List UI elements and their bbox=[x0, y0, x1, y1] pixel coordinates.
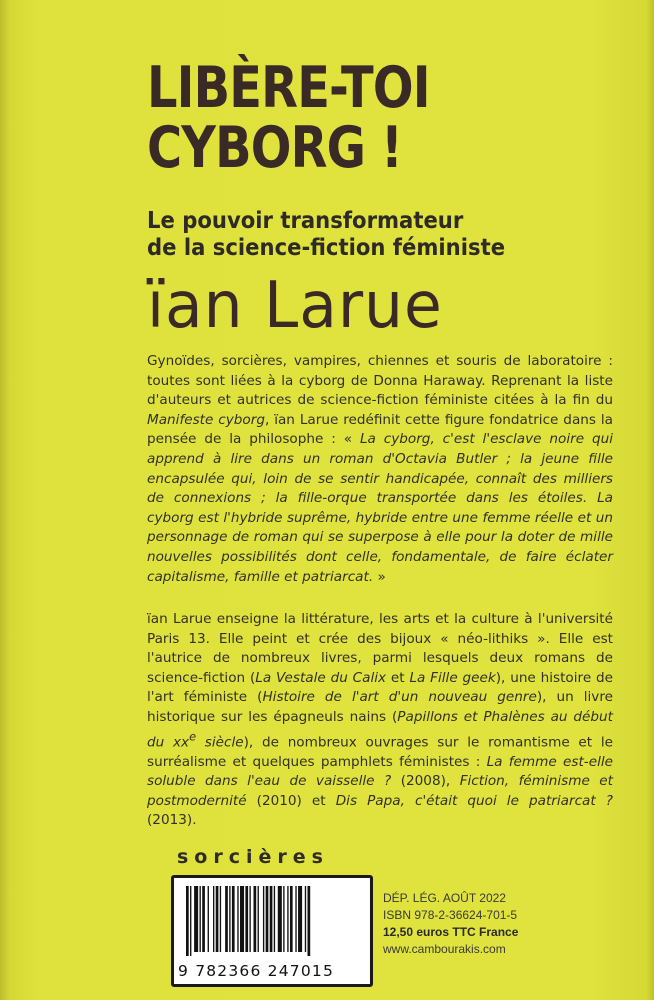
barcode-bar bbox=[216, 886, 219, 952]
subtitle-line-2: de la science-fiction féministe bbox=[147, 235, 506, 261]
title-line-2: CYBORG ! bbox=[147, 115, 402, 181]
bio-book-title: siècle bbox=[196, 734, 244, 751]
bio-text: (2008), bbox=[391, 773, 460, 790]
barcode-bar bbox=[287, 886, 288, 952]
blurb-text-1: Gynoïdes, sorcières, vampires, chiennes et souris de laboratoire : toutes sont liées à la cyborg de Donna Haraway. Reprenant la liste d'auteurs et autrices de science-fiction féministe citées à la fin du bbox=[147, 353, 613, 409]
barcode-bar bbox=[270, 886, 273, 952]
author-bio-paragraph bbox=[147, 610, 613, 831]
spine-shadow bbox=[0, 0, 10, 1000]
author-name: ïan Larue bbox=[147, 269, 443, 343]
barcode-number: 9 782366 247015 bbox=[178, 962, 335, 980]
barcode-bar bbox=[290, 886, 293, 952]
barcode-bar bbox=[186, 886, 189, 956]
barcode-bar bbox=[194, 886, 198, 952]
title-line-1: LIBÈRE-TOI bbox=[147, 55, 430, 121]
barcode-bar bbox=[278, 886, 282, 952]
legal-deposit: DÉP. LÉG. AOÛT 2022 bbox=[383, 891, 506, 905]
barcode-bar bbox=[274, 886, 275, 952]
bio-text: (2010) et bbox=[246, 792, 336, 809]
barcode-bar bbox=[208, 886, 209, 952]
bio-book-title: La Fille geek bbox=[409, 669, 496, 686]
cover-edge bbox=[646, 0, 654, 1000]
barcode-bar bbox=[305, 886, 306, 952]
barcode-bar bbox=[190, 886, 191, 956]
bio-text: ), de nombreux ouvrages sur le romantisme et le surréalisme et quelques pamphlets féministes : bbox=[147, 734, 613, 770]
barcode-bar bbox=[298, 886, 302, 952]
blurb-quote: La cyborg, c'est l'esclave noire qui apprend à lire dans un roman d'Octavia Butler ; la jeune fille encapsulée qui, loin de se sentir handicapée, connaît des milliers de connexions ; la fille-orque transportée dans les étoiles. La cyborg est l'hybride suprême, hybride entre une femme réelle et un personnage de roman qui se superpose à elle pour la doter de mille nouvelles possibilités dont celle, fondamentale, de faire éclater capitalisme, famille et patriarcat. bbox=[147, 431, 613, 585]
bio-book-title: La femme est-elle soluble dans l'eau de vaisselle ? bbox=[147, 753, 613, 790]
barcode-bar bbox=[232, 886, 235, 952]
bio-superscript: e bbox=[189, 729, 197, 744]
barcode-bar bbox=[229, 886, 230, 952]
barcode-bar bbox=[254, 886, 257, 952]
isbn: ISBN 978-2-36624-701-5 bbox=[383, 908, 518, 922]
book-subtitle bbox=[147, 208, 533, 262]
barcode-bar bbox=[245, 886, 248, 952]
bio-text: ïan Larue enseigne la littérature, les arts et la culture à l'université Paris 13. Elle peint et crée des bijoux « néo-lithiks ». Elle est l'autrice de nombreux livres, parmi lesquels deux romans de science-fiction ( bbox=[147, 611, 613, 686]
blurb-text-2: , ïan Larue redéfinit cette figure fondatrice dans la pensée de la philosophe : « bbox=[147, 411, 613, 448]
barcode-bar bbox=[295, 886, 296, 952]
barcode-bar bbox=[237, 886, 238, 952]
publisher-website: www.cambourakis.com bbox=[383, 942, 506, 956]
barcode-box bbox=[171, 875, 373, 987]
bio-text: ), un livre historique sur les épagneuls nains ( bbox=[147, 689, 613, 725]
barcode-bar bbox=[283, 886, 284, 952]
bio-book-title: Fiction, féminisme et postmodernité bbox=[147, 773, 614, 809]
blurb-text-3: » bbox=[373, 568, 386, 585]
barcode-bar bbox=[308, 886, 311, 956]
bio-book-title: La Vestale du Calix bbox=[255, 669, 387, 686]
barcode-bar bbox=[263, 886, 264, 952]
bio-book-title: Papillons et Phalènes au début du xx bbox=[147, 708, 613, 751]
book-title bbox=[147, 55, 550, 181]
barcode-bar bbox=[225, 886, 228, 952]
bio-text: et bbox=[386, 669, 410, 686]
barcode-bar bbox=[258, 886, 259, 952]
bio-text: ), une histoire de l'art féministe ( bbox=[147, 669, 613, 706]
barcode-bar bbox=[213, 886, 214, 952]
bio-book-title: Dis Papa, c'était quoi le patriarcat ? bbox=[335, 792, 613, 809]
collection-name: sorcières bbox=[177, 846, 329, 868]
barcode-bar bbox=[266, 886, 269, 952]
blurb-paragraph bbox=[147, 352, 613, 587]
bio-text: (2013). bbox=[147, 812, 197, 829]
barcode-icon bbox=[184, 886, 360, 956]
barcode-bar bbox=[249, 886, 250, 952]
barcode-bar bbox=[240, 886, 244, 952]
barcode-bar bbox=[200, 886, 201, 952]
blurb-italic-1: Manifeste cyborg bbox=[147, 411, 265, 428]
bio-book-title: Histoire de l'art d'un nouveau genre bbox=[262, 689, 537, 706]
barcode-bar bbox=[202, 886, 205, 952]
price: 12,50 euros TTC France bbox=[383, 925, 519, 939]
legal-info bbox=[383, 890, 583, 958]
subtitle-line-1: Le pouvoir transformateur bbox=[147, 208, 464, 234]
barcode-bar bbox=[220, 886, 221, 952]
